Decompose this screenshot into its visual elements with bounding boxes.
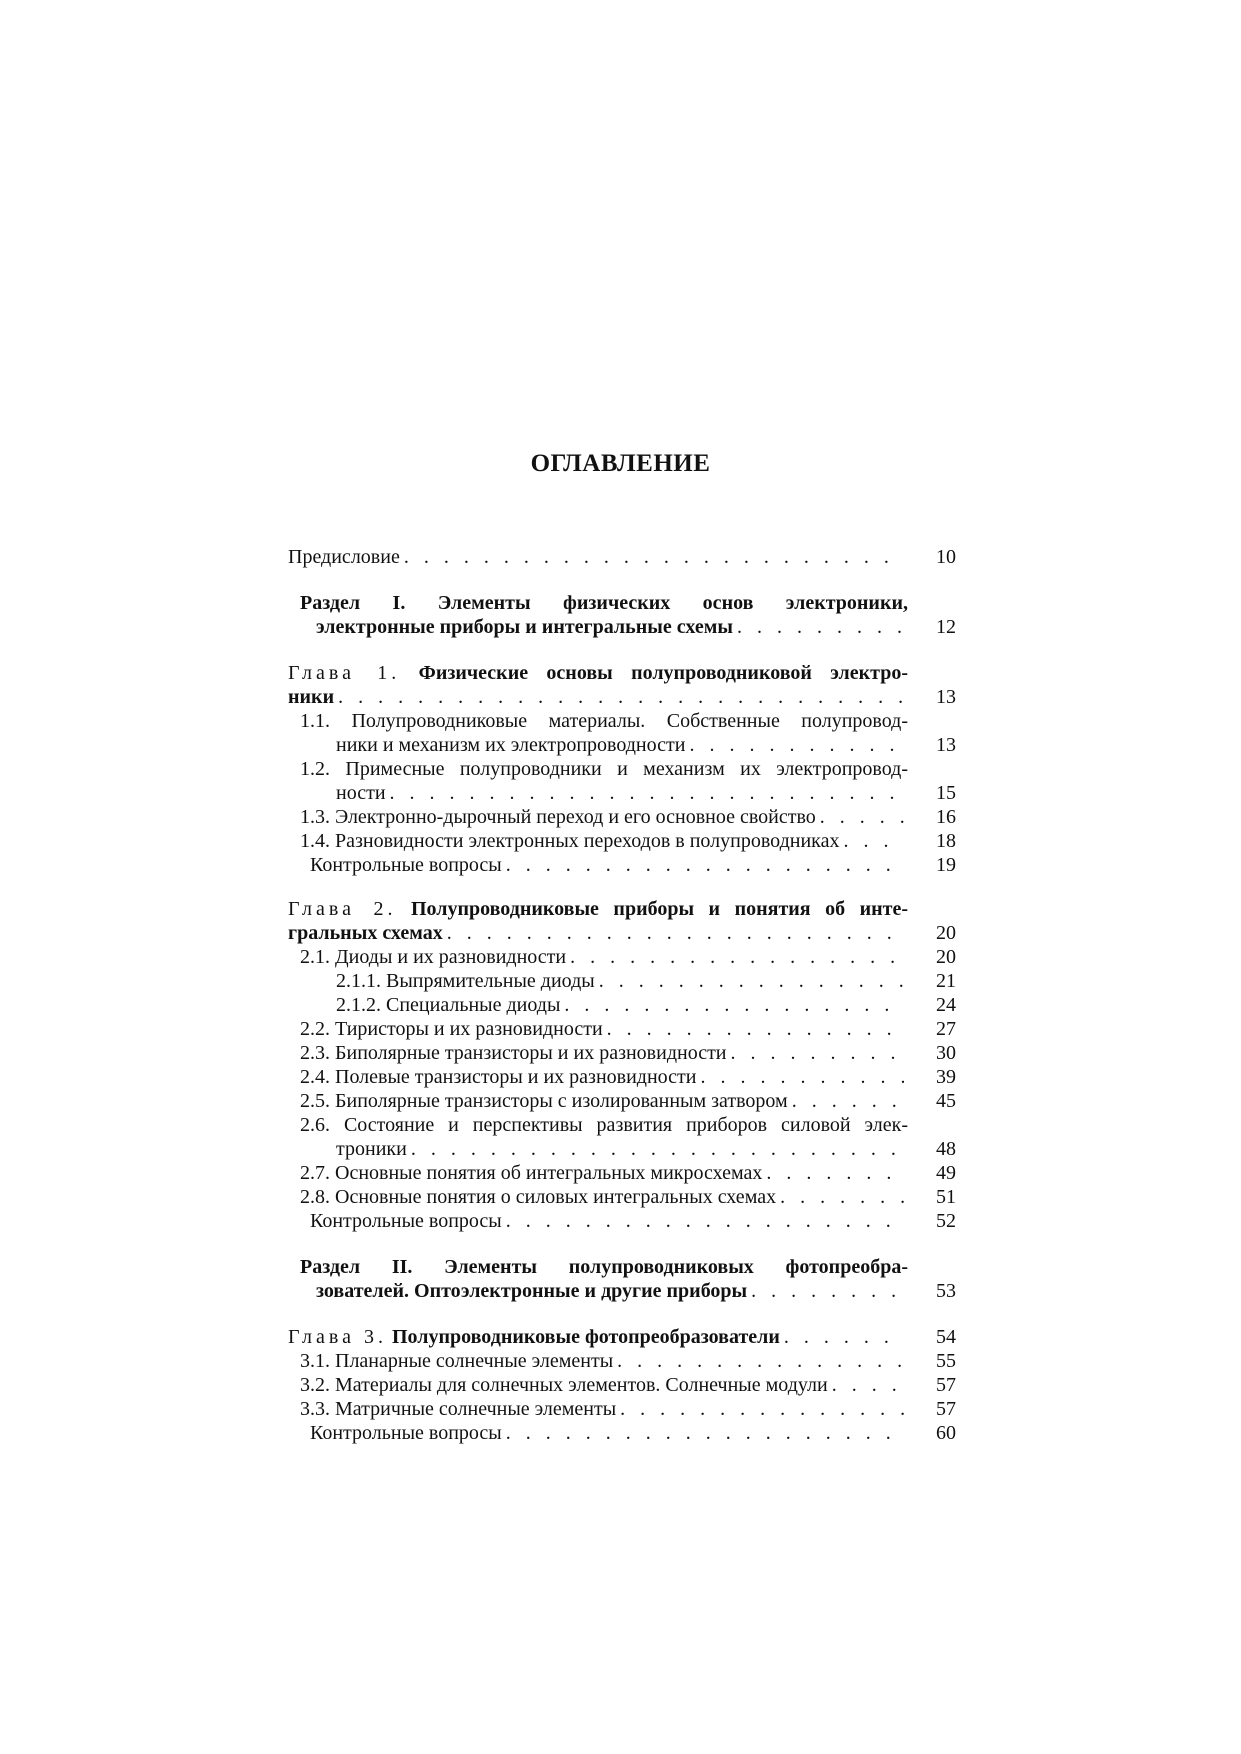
toc-item-2-1[interactable]: 2.1. Диоды и их разновидности . . . 20 xyxy=(288,945,956,969)
toc-entry-label: Предисловие xyxy=(288,546,400,568)
toc-item-2-8[interactable]: 2.8. Основные понятия о силовых интегральных схемах . . . 51 xyxy=(288,1185,956,1209)
toc-item-2-2[interactable]: 2.2. Тиристоры и их разновидности . . . 27 xyxy=(288,1017,956,1041)
toc-chapter-2[interactable]: Глава 2. Полупроводниковые приборы и понятия об инте- гральных схемах . . . 20 xyxy=(288,897,956,945)
toc-questions-3[interactable]: Контрольные вопросы . . . 60 xyxy=(288,1421,956,1445)
toc-chapter-3[interactable]: Глава 3. Полупроводниковые фотопреобразователи . . . 54 xyxy=(288,1325,956,1349)
toc-item-2-5[interactable]: 2.5. Биполярные транзисторы с изолированным затвором . . . 45 xyxy=(288,1089,956,1113)
page-title: ОГЛАВЛЕНИЕ xyxy=(530,450,711,477)
toc-item-2-6[interactable]: 2.6. Состояние и перспективы развития приборов силовой элек- троники . . . 48 xyxy=(288,1113,956,1161)
toc-section-2[interactable]: Раздел II. Элементы полупроводниковых фотопреобра- зователей. Оптоэлектронные и другие приборы . . . 53 xyxy=(288,1255,956,1303)
toc-item-1-4[interactable]: 1.4. Разновидности электронных переходов в полупроводниках . . . 18 xyxy=(288,829,956,853)
toc-item-2-7[interactable]: 2.7. Основные понятия об интегральных микросхемах . . . 49 xyxy=(288,1161,956,1185)
toc-entry-preface[interactable] xyxy=(288,545,956,569)
toc-item-2-3[interactable]: 2.3. Биполярные транзисторы и их разновидности . . . 30 xyxy=(288,1041,956,1065)
toc-section-1[interactable]: Раздел I. Элементы физических основ электроники, электронные приборы и интегральные схемы . . . 12 xyxy=(288,591,956,639)
toc-item-3-1[interactable]: 3.1. Планарные солнечные элементы . . . 55 xyxy=(288,1349,956,1373)
table-of-contents xyxy=(288,545,956,1445)
toc-item-3-2[interactable]: 3.2. Материалы для солнечных элементов. Солнечные модули . . . 57 xyxy=(288,1373,956,1397)
toc-item-2-1-1[interactable]: 2.1.1. Выпрямительные диоды . . . 21 xyxy=(288,969,956,993)
toc-entry-page: 13 xyxy=(936,686,956,708)
toc-chapter-1[interactable]: Глава 1. Физические основы полупроводниковой электро- ники . . . 13 xyxy=(288,661,956,709)
toc-questions-1[interactable]: Контрольные вопросы . . . 19 xyxy=(288,853,956,877)
toc-questions-2[interactable]: Контрольные вопросы . . . 52 xyxy=(288,1209,956,1233)
toc-entry-page: 10 xyxy=(936,546,956,568)
toc-item-1-2[interactable]: 1.2. Примесные полупроводники и механизм их электропровод- ности . . . 15 xyxy=(288,757,956,805)
toc-entry-page: 12 xyxy=(936,616,956,638)
toc-item-2-1-2[interactable]: 2.1.2. Специальные диоды . . . 24 xyxy=(288,993,956,1017)
toc-item-2-4[interactable]: 2.4. Полевые транзисторы и их разновидности . . . 39 xyxy=(288,1065,956,1089)
toc-item-3-3[interactable]: 3.3. Матричные солнечные элементы . . . 57 xyxy=(288,1397,956,1421)
toc-item-1-1[interactable]: 1.1. Полупроводниковые материалы. Собственные полупровод- ники и механизм их электропроводности . . . 13 xyxy=(288,709,956,757)
toc-item-1-3[interactable]: 1.3. Электронно-дырочный переход и его основное свойство . . . 16 xyxy=(288,805,956,829)
